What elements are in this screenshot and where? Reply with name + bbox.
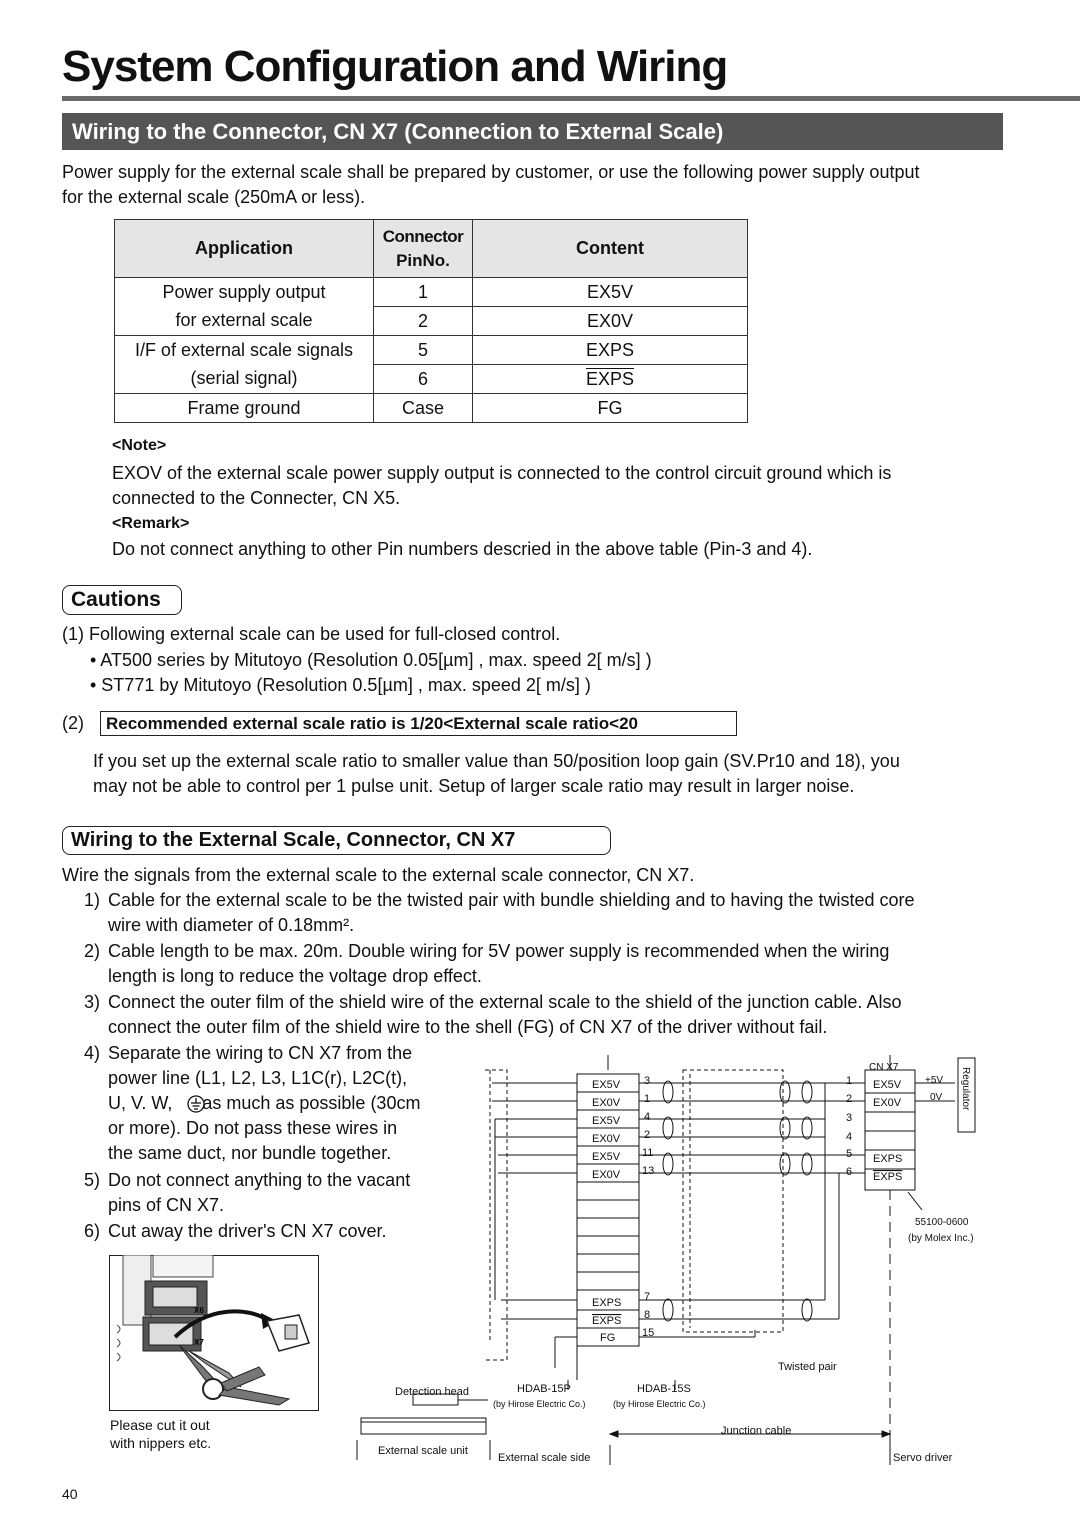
regulator-label: Regulator <box>960 1067 971 1111</box>
col-header-application: Application <box>115 220 374 278</box>
junction-cable-label: Junction cable <box>721 1425 792 1437</box>
twisted-pair-label: Twisted pair <box>778 1361 837 1373</box>
cell-content: FG <box>473 394 748 423</box>
external-scale-unit-label: External scale unit <box>378 1445 468 1457</box>
note-line: EXOV of the external scale power supply output is connected to the control circuit ground which is <box>112 463 892 483</box>
cautions-heading: Cautions <box>62 585 182 615</box>
photo-caption <box>110 1416 211 1452</box>
cell-pin: 2 <box>374 307 473 336</box>
wiring-item-num: 2) <box>84 941 101 961</box>
cell-pin: Case <box>374 394 473 423</box>
left-pin-signal: EX0V <box>592 1133 621 1145</box>
right-pin-signal: EXPS <box>873 1153 903 1165</box>
hdab15s-maker: (by Hirose Electric Co.) <box>613 1399 706 1409</box>
wiring-line: the same duct, nor bundle together. <box>108 1143 392 1163</box>
connector-label: Connector <box>382 226 464 246</box>
note-text <box>112 461 891 511</box>
wiring-line: connect the outer film of the shield wire to the shell (FG) of CN X7 of the driver without fail. <box>108 1017 828 1037</box>
wiring-item-text <box>108 888 914 938</box>
caution-bullet: • ST771 by Mitutoyo (Resolution 0.5[µm] , max. speed 2[ m/s] ) <box>90 675 591 695</box>
table-row <box>115 278 748 307</box>
caution-bullet: • AT500 series by Mitutoyo (Resolution 0.05[µm] , max. speed 2[ m/s] ) <box>90 650 652 670</box>
left-pin-number: 4 <box>644 1111 651 1123</box>
caution-line: If you set up the external scale ratio to smaller value than 50/position loop gain (SV.Pr10 and 18), you <box>93 751 900 771</box>
cell-application: Power supply output <box>115 278 374 307</box>
page-title: System Configuration and Wiring <box>62 42 728 91</box>
left-pin-number: 7 <box>644 1291 651 1303</box>
right-pin-number: 6 <box>846 1166 853 1178</box>
wiring-line: length is long to reduce the voltage drop effect. <box>108 966 482 986</box>
cell-pin: 5 <box>374 336 473 365</box>
wiring-item-num: 4) <box>84 1043 101 1063</box>
molex-part: 55100-0600 <box>915 1217 969 1228</box>
external-scale-side-label: External scale side <box>498 1452 591 1464</box>
right-pin-number: 4 <box>846 1131 853 1143</box>
left-pin-number: 3 <box>644 1075 651 1087</box>
cell-content: EXPS <box>473 336 748 365</box>
caution-item-1: (1) Following external scale can be used for full-closed control. <box>62 624 561 644</box>
col-header-content: Content <box>473 220 748 278</box>
table-row <box>115 336 748 365</box>
right-pin-number: 1 <box>846 1075 853 1087</box>
left-pin-number: 13 <box>642 1165 655 1177</box>
x7-label: X7 <box>194 1338 204 1347</box>
left-pin-number: 15 <box>642 1327 655 1339</box>
wiring-line: power line (L1, L2, L3, L1C(r), L2C(t), <box>108 1068 408 1088</box>
recommended-ratio-box: Recommended external scale ratio is 1/20<External scale ratio<20 <box>100 711 737 736</box>
remark-text: Do not connect anything to other Pin numbers descried in the above table (Pin-3 and 4). <box>112 539 813 559</box>
left-pin-signal: EX0V <box>592 1169 621 1181</box>
detection-head-label: Detection head <box>395 1386 469 1398</box>
wiring-item-num: 1) <box>84 890 101 910</box>
right-pin-number: 2 <box>846 1093 853 1105</box>
cell-application: (serial signal) <box>115 365 374 394</box>
left-pin-number: 2 <box>644 1129 651 1141</box>
wiring-line: Cable for the external scale to be the twisted pair with bundle shielding and to having the twisted core <box>108 890 915 910</box>
pinno-label: PinNo. <box>396 250 450 270</box>
left-pin-signal: FG <box>600 1332 616 1344</box>
wiring-line: Connect the outer film of the shield wire of the external scale to the shield of the junction cable. Also <box>108 992 902 1012</box>
left-pin-signal: EX0V <box>592 1097 621 1109</box>
intro-line: Power supply for the external scale shall be prepared by customer, or use the following power supply output <box>62 162 920 182</box>
wiring-item-text: Cut away the driver's CN X7 cover. <box>108 1221 387 1241</box>
left-pin-number: 1 <box>644 1093 651 1105</box>
section-title: Wiring to the Connector, CN X7 (Connection to External Scale) <box>62 113 1003 150</box>
cell-application: Frame ground <box>115 394 374 423</box>
cell-application: for external scale <box>115 307 374 336</box>
hdab15p-label: HDAB-15P <box>517 1383 571 1395</box>
cell-content: EXPS <box>473 365 748 394</box>
caption-line: with nippers etc. <box>110 1435 212 1451</box>
left-pin-signal: EXPS <box>592 1297 622 1309</box>
wiring-line: Separate the wiring to CN X7 from the <box>108 1043 413 1063</box>
remark-label: <Remark> <box>112 515 190 532</box>
note-label: <Note> <box>112 437 167 454</box>
cell-pin: 6 <box>374 365 473 394</box>
zero-v-label: 0V <box>930 1092 943 1103</box>
wiring-line: pins of CN X7. <box>108 1195 225 1215</box>
wiring-item-num: 5) <box>84 1170 101 1190</box>
wiring-item-num: 3) <box>84 992 101 1012</box>
cell-application: I/F of external scale signals <box>115 336 374 365</box>
title-rule <box>62 96 1080 101</box>
cn-x7-label: CN X7 <box>869 1062 899 1073</box>
note-line: connected to the Connecter, CN X5. <box>112 488 401 508</box>
wiring-heading: Wiring to the External Scale, Connector, CN X7 <box>62 826 611 855</box>
wiring-item-text <box>108 939 889 989</box>
x6-label: X6 <box>194 1306 204 1315</box>
cell-content: EX0V <box>473 307 748 336</box>
caution-item-2-num: (2) <box>62 713 84 733</box>
left-pin-number: 11 <box>642 1147 654 1159</box>
caption-line: Please cut it out <box>110 1417 210 1433</box>
pin-table <box>114 219 748 423</box>
left-pin-signal: EX5V <box>592 1151 621 1163</box>
right-pin-number: 5 <box>846 1148 853 1160</box>
hdab15p-maker: (by Hirose Electric Co.) <box>493 1399 586 1409</box>
right-pin-signal: EX5V <box>873 1079 902 1091</box>
plus5v-label: +5V <box>925 1075 944 1086</box>
table-row <box>115 307 748 336</box>
wiring-line: wire with diameter of 0.18mm². <box>108 915 355 935</box>
hdab15s-label: HDAB-15S <box>637 1383 691 1395</box>
left-pin-signal: EXPS <box>592 1315 622 1327</box>
caution-item-2-text <box>93 749 900 799</box>
wiring-intro: Wire the signals from the external scale to the external scale connector, CN X7. <box>62 865 695 885</box>
left-pin-number: 8 <box>644 1309 651 1321</box>
right-pin-signal: EX0V <box>873 1097 902 1109</box>
wiring-diagram <box>355 1050 980 1470</box>
wiring-line: U, V. W, as much as possible (30cm <box>108 1093 421 1113</box>
left-pin-signal: EX5V <box>592 1115 621 1127</box>
left-pin-signal: EX5V <box>592 1079 621 1091</box>
right-pin-signal: EXPS <box>873 1171 903 1183</box>
table-row <box>115 365 748 394</box>
right-pin-number: 3 <box>846 1112 853 1124</box>
page-number: 40 <box>62 1486 78 1502</box>
wiring-line: Cable length to be max. 20m. Double wiring for 5V power supply is recommended when the wiring <box>108 941 890 961</box>
table-row <box>115 394 748 423</box>
wiring-line: or more). Do not pass these wires in <box>108 1118 398 1138</box>
caution-line: may not be able to control per 1 pulse unit. Setup of larger scale ratio may result in larger noise. <box>93 776 855 796</box>
cell-content: EX5V <box>473 278 748 307</box>
col-header-connector <box>374 220 473 278</box>
intro-text <box>62 160 919 210</box>
wiring-item-text <box>108 990 901 1040</box>
molex-maker: (by Molex Inc.) <box>908 1233 974 1244</box>
servo-driver-label: Servo driver <box>893 1452 953 1464</box>
ground-icon <box>187 1095 205 1113</box>
intro-line: for the external scale (250mA or less). <box>62 187 366 207</box>
cn-x7-cover-illustration <box>109 1255 319 1412</box>
wiring-item-num: 6) <box>84 1221 101 1241</box>
cell-pin: 1 <box>374 278 473 307</box>
wiring-line: Do not connect anything to the vacant <box>108 1170 411 1190</box>
